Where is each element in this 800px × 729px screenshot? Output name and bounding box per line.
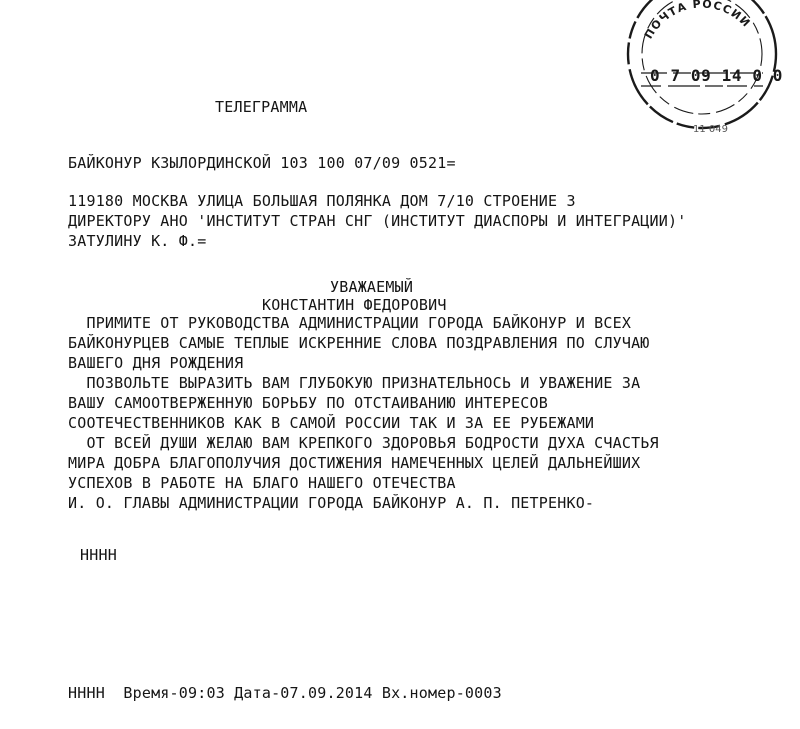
telegram-header: ТЕЛЕГРАММА <box>215 98 308 116</box>
post-office-stamp <box>612 0 792 140</box>
address-line: 119180 МОСКВА УЛИЦА БОЛЬШАЯ ПОЛЯНКА ДОМ 7/10 СТРОЕНИЕ 3 <box>68 192 576 210</box>
body-line: СООТЕЧЕСТВЕННИКОВ КАК В САМОЙ РОССИИ ТАК И ЗА ЕЕ РУБЕЖАМИ <box>68 414 595 432</box>
address-line: ДИРЕКТОРУ АНО 'ИНСТИТУТ СТРАН СНГ (ИНСТИТУТ ДИАСПОРЫ И ИНТЕГРАЦИИ)' <box>68 212 687 230</box>
signature-line: И. О. ГЛАВЫ АДМИНИСТРАЦИИ ГОРОДА БАЙКОНУР А. П. ПЕТРЕНКО- <box>68 494 595 512</box>
stamp-bottom-text: 11 049 <box>693 124 728 135</box>
salutation-name: КОНСТАНТИН ФЕДОРОВИЧ <box>262 296 447 314</box>
footer-metadata: НННН Время-09:03 Дата-07.09.2014 Вх.номер-0003 <box>68 684 502 702</box>
body-line: ВАШУ САМООТВЕРЖЕННУЮ БОРЬБУ ПО ОТСТАИВАНИЮ ИНТЕРЕСОВ <box>68 394 548 412</box>
body-line: БАЙКОНУРЦЕВ САМЫЕ ТЕПЛЫЕ ИСКРЕННИЕ СЛОВА ПОЗДРАВЛЕНИЯ ПО СЛУЧАЮ <box>68 334 650 352</box>
body-line: ОТ ВСЕЙ ДУШИ ЖЕЛАЮ ВАМ КРЕПКОГО ЗДОРОВЬЯ БОДРОСТИ ДУХА СЧАСТЬЯ <box>68 434 659 452</box>
stamp-circle-text: ПОЧТА РОССИИ <box>641 0 754 42</box>
salutation: УВАЖАЕМЫЙ <box>330 278 414 296</box>
body-line: ПРИМИТЕ ОТ РУКОВОДСТВА АДМИНИСТРАЦИИ ГОРОДА БАЙКОНУР И ВСЕХ <box>68 314 632 332</box>
body-line: ВАШЕГО ДНЯ РОЖДЕНИЯ <box>68 354 244 372</box>
signoff: НННН <box>80 546 117 564</box>
stamp-date: 0 7 09 14 0 0 <box>650 66 784 85</box>
telegram-routing: БАЙКОНУР КЗЫЛОРДИНСКОЙ 103 100 07/09 0521= <box>68 154 456 172</box>
body-line: МИРА ДОБРА БЛАГОПОЛУЧИЯ ДОСТИЖЕНИЯ НАМЕЧЕННЫХ ЦЕЛЕЙ ДАЛЬНЕЙШИХ <box>68 454 641 472</box>
body-line: УСПЕХОВ В РАБОТЕ НА БЛАГО НАШЕГО ОТЕЧЕСТВА <box>68 474 456 492</box>
body-line: ПОЗВОЛЬТЕ ВЫРАЗИТЬ ВАМ ГЛУБОКУЮ ПРИЗНАТЕЛЬНОСЬ И УВАЖЕНИЕ ЗА <box>68 374 641 392</box>
address-line: ЗАТУЛИНУ К. Ф.= <box>68 232 207 250</box>
